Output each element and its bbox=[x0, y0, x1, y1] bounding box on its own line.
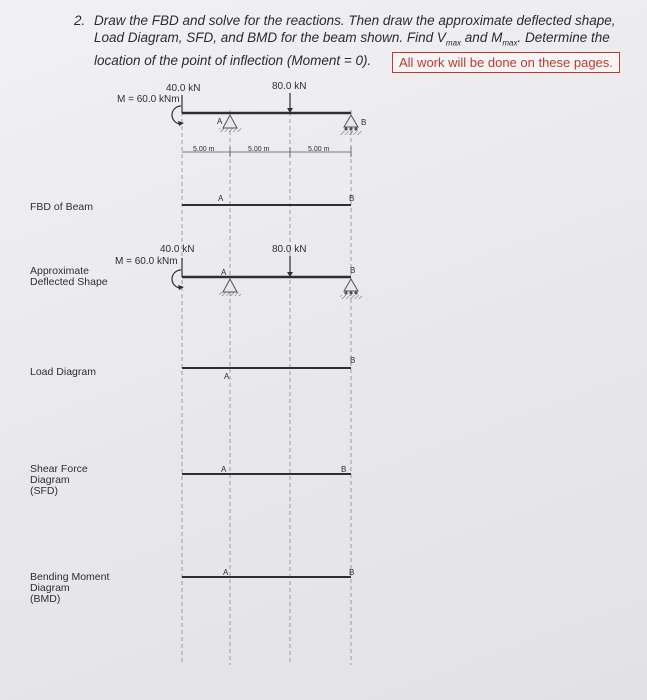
guide-lines bbox=[182, 105, 351, 665]
support-a-ground bbox=[219, 128, 241, 132]
label-40kn-top: 40.0 kN bbox=[166, 83, 201, 94]
bmd-label-b: B bbox=[349, 568, 355, 577]
label-moment-deflected: M = 60.0 kNm bbox=[115, 256, 178, 267]
label-b-top: B bbox=[361, 118, 367, 127]
label-deflected-shape: Approximate Deflected Shape bbox=[30, 265, 108, 288]
load-label-a: A bbox=[224, 372, 230, 381]
problem-line-3: location of the point of inflection (Moment = 0). bbox=[94, 52, 372, 68]
label-span-2: 5.00 m bbox=[248, 146, 270, 153]
work-notice: All work will be done on these pages. bbox=[392, 52, 620, 73]
label-bmd: Bending Moment Diagram (BMD) bbox=[30, 571, 110, 605]
label-fbd: FBD of Beam bbox=[30, 201, 94, 213]
label-span-1: 5.00 m bbox=[193, 146, 215, 153]
deflected-support-b bbox=[344, 279, 358, 291]
label-40kn-deflected: 40.0 kN bbox=[160, 244, 195, 255]
support-a-pin bbox=[223, 115, 237, 128]
problem-line-2: Load Diagram, SFD, and BMD for the beam shown. Find $V_{max}$ and $M_{max}$. Determine the bbox=[94, 30, 610, 48]
moment-arc bbox=[172, 106, 181, 124]
fbd-label-b: B bbox=[349, 194, 355, 203]
deflected-label-a: A bbox=[221, 268, 227, 277]
sfd-label-a: A bbox=[221, 465, 227, 474]
deflected-beam bbox=[172, 256, 362, 299]
label-load-diagram: Load Diagram bbox=[30, 366, 96, 378]
bmd-label-a: A bbox=[223, 568, 229, 577]
label-sfd: Shear Force Diagram (SFD) bbox=[30, 463, 88, 497]
fbd-label-a: A bbox=[218, 194, 224, 203]
sfd-label-b: B bbox=[341, 465, 347, 474]
load-label-b: B bbox=[350, 356, 356, 365]
problem-line-1: Draw the FBD and solve for the reactions. Then draw the approximate deflected shape, bbox=[94, 13, 616, 28]
label-a-top: A bbox=[217, 117, 223, 126]
deflected-label-b: B bbox=[350, 266, 356, 275]
support-b-ground bbox=[340, 131, 362, 135]
label-80kn-top: 80.0 kN bbox=[272, 81, 307, 92]
label-span-3: 5.00 m bbox=[308, 146, 330, 153]
label-80kn-deflected: 80.0 kN bbox=[272, 244, 307, 255]
moment-arrowhead bbox=[178, 121, 184, 126]
support-b-roller bbox=[344, 115, 358, 127]
deflected-support-a bbox=[223, 279, 237, 292]
label-moment-top: M = 60.0 kNm bbox=[117, 94, 180, 105]
problem-number: 2. bbox=[74, 13, 86, 28]
